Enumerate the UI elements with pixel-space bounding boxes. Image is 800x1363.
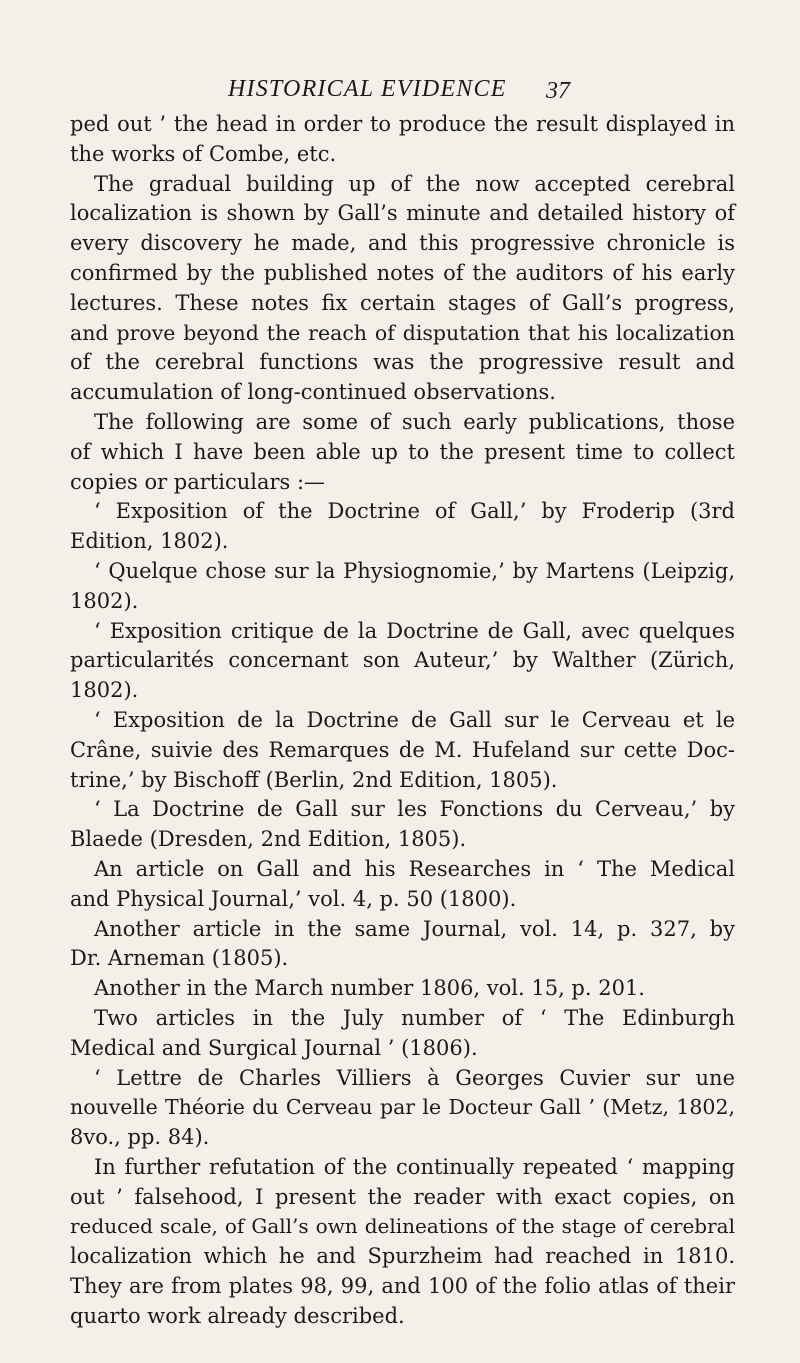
text-line: of which I have been able up to the present time to collect <box>70 439 735 464</box>
text-line: quarto work already described. <box>70 1303 405 1328</box>
page-header <box>0 76 800 112</box>
text-line: of the cerebral functions was the progressive result and <box>70 350 735 375</box>
text-line: Dr. Arneman (1805). <box>70 946 289 971</box>
text-line: lectures. These notes fix certain stages of Gall’s progress, <box>70 290 735 315</box>
text-line: localization which he and Spurzheim had reached in 1810. <box>70 1244 735 1269</box>
text-line: ‘ La Doctrine de Gall sur les Fonctions du Cerveau,’ by <box>94 797 735 822</box>
text-line: every discovery he made, and this progressive chronicle is <box>70 231 735 256</box>
text-line: ‘ Lettre de Charles Villiers à Georges Cuvier sur une <box>94 1065 735 1090</box>
text-line: ‘ Exposition critique de la Doctrine de Gall, avec quelques <box>94 618 735 643</box>
text-line: reduced scale, of Gall’s own delineations of the stage of cerebral <box>70 1214 735 1239</box>
text-line: Two articles in the July number of ‘ The Edinburgh <box>94 1005 735 1030</box>
text-line: 1802). <box>70 588 139 613</box>
text-line: ‘ Quelque chose sur la Physiognomie,’ by Martens (Leipzig, <box>94 558 735 583</box>
text-line: 1802). <box>70 678 139 703</box>
text-line: confirmed by the published notes of the auditors of his early <box>70 260 735 285</box>
running-title: HISTORICAL EVIDENCE <box>228 76 507 102</box>
body-text <box>70 110 735 1332</box>
text-line: ped out ’ the head in order to produce the result displayed in <box>70 112 735 136</box>
text-line: ‘ Exposition of the Doctrine of Gall,’ by Froderip (3rd <box>94 499 735 524</box>
text-line: particularités concernant son Auteur,’ by Walther (Zürich, <box>70 648 735 673</box>
text-line: and Physical Journal,’ vol. 4, p. 50 (1800). <box>70 886 517 911</box>
text-line: Another article in the same Journal, vol. 14, p. 327, by <box>94 916 735 941</box>
text-line: 8vo., pp. 84). <box>70 1125 210 1150</box>
text-line: Another in the March number 1806, vol. 15, p. 201. <box>94 976 645 1001</box>
text-line: localization is shown by Gall’s minute and detailed history of <box>70 201 735 226</box>
text-line: The following are some of such early publications, those <box>94 409 735 434</box>
text-line: Crâne, suivie des Remarques de M. Hufeland sur cette Doc- <box>70 737 735 762</box>
text-line: The gradual building up of the now accepted cerebral <box>94 171 735 196</box>
text-line: Blaede (Dresden, 2nd Edition, 1805). <box>70 827 467 852</box>
text-line: An article on Gall and his Researches in ‘ The Medical <box>94 856 735 881</box>
page-number: 37 <box>546 78 570 104</box>
text-line: out ’ falsehood, I present the reader with exact copies, on <box>70 1184 735 1209</box>
text-line: ‘ Exposition de la Doctrine de Gall sur le Cerveau et le <box>94 707 735 732</box>
text-line: nouvelle Théorie du Cerveau par le Docteur Gall ’ (Metz, 1802, <box>70 1095 735 1120</box>
text-line: They are from plates 98, 99, and 100 of the folio atlas of their <box>70 1274 735 1299</box>
text-line: Edition, 1802). <box>70 529 229 554</box>
text-line: and prove beyond the reach of disputation that his localization <box>70 320 735 345</box>
text-line: trine,’ by Bischoff (Berlin, 2nd Edition, 1805). <box>70 767 558 792</box>
text-line: accumulation of long-continued observations. <box>70 380 556 405</box>
text-line: Medical and Surgical Journal ’ (1806). <box>70 1035 478 1060</box>
text-line: copies or particulars :— <box>70 469 326 494</box>
text-line: In further refutation of the continually repeated ‘ mapping <box>94 1154 735 1179</box>
text-line: the works of Combe, etc. <box>70 141 337 166</box>
